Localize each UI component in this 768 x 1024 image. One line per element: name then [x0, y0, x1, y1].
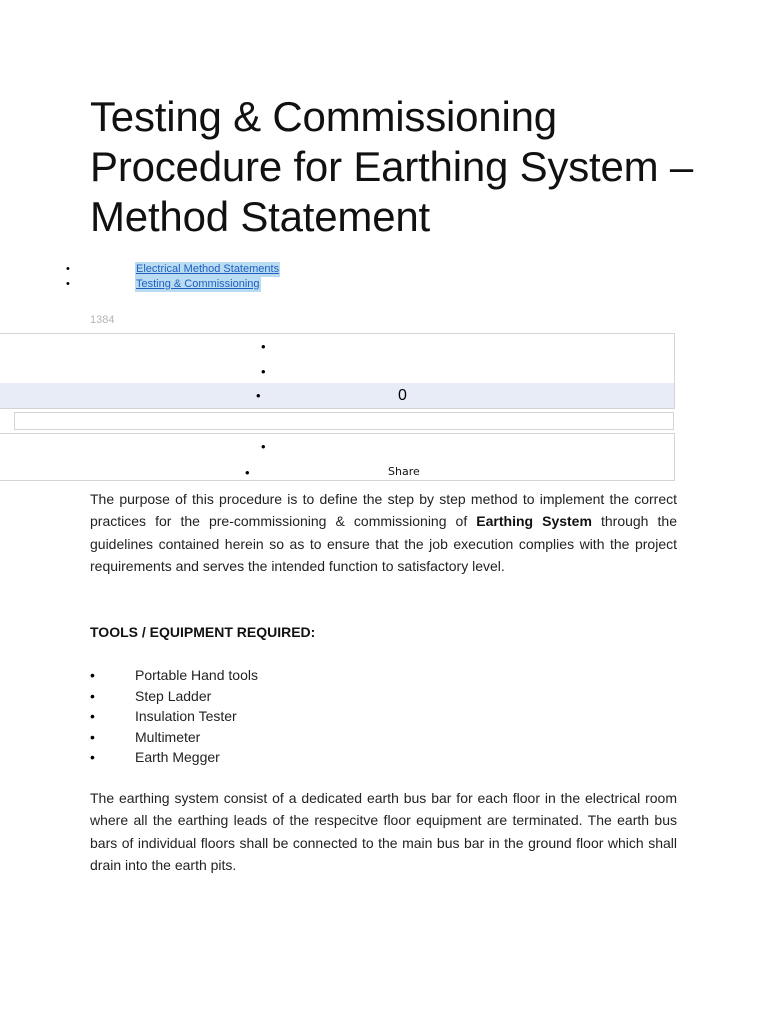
tool-label: Earth Megger [135, 749, 220, 765]
bullet: • [261, 339, 266, 354]
bullet: • [90, 728, 95, 745]
social-widget [0, 333, 675, 409]
bullet: • [90, 687, 95, 704]
share-widget [0, 433, 675, 481]
category-link-electrical-method-statements[interactable]: Electrical Method Statements [136, 263, 280, 275]
bullet: • [90, 749, 95, 765]
intro-bold-term: Earthing System [476, 513, 592, 530]
share-count: 0 [398, 387, 407, 404]
social-row[interactable] [0, 334, 674, 359]
bullet: • [90, 667, 95, 683]
category-link-testing-commissioning[interactable]: Testing & Commissioning [136, 278, 260, 290]
tool-label: Multimeter [135, 728, 201, 745]
bullet: • [261, 364, 266, 379]
bullet: • [256, 388, 261, 403]
share-button[interactable]: Share [388, 465, 420, 478]
embed-bar[interactable] [14, 412, 674, 430]
bullet: • [66, 278, 70, 290]
intro-text: The purpose of this procedure is to define the step by step method to implement the correct practices for the pre-commissioning & commissioning of [90, 491, 677, 530]
social-row-count[interactable] [0, 383, 674, 408]
intro-paragraph [90, 488, 677, 578]
tool-label: Portable Hand tools [135, 667, 258, 683]
bullet: • [261, 439, 266, 454]
tools-heading: TOOLS / EQUIPMENT REQUIRED: [90, 624, 316, 640]
bullet: • [245, 465, 250, 480]
intro-text-continued: through the guidelines contained herein so as to ensure that the job execution complies with the project requirements and serves the intended function to satisfactory level. [90, 513, 677, 575]
bullet: • [90, 708, 95, 724]
bullet: • [66, 263, 70, 275]
tool-label: Step Ladder [135, 687, 212, 704]
tool-label: Insulation Tester [135, 708, 237, 724]
page-title: Testing & Commissioning Procedure for Earthing System – Method Statement [90, 93, 694, 240]
view-count: 1384 [90, 314, 115, 326]
description-paragraph: The earthing system consist of a dedicated earth bus bar for each floor in the electrical room where all the earthing leads of the respecitve floor equipment are terminated. The earth bus bars of individual floors shall be connected to the main bus bar in the ground floor which shall drain into the earth pits. [90, 790, 677, 874]
social-row[interactable] [0, 359, 674, 384]
